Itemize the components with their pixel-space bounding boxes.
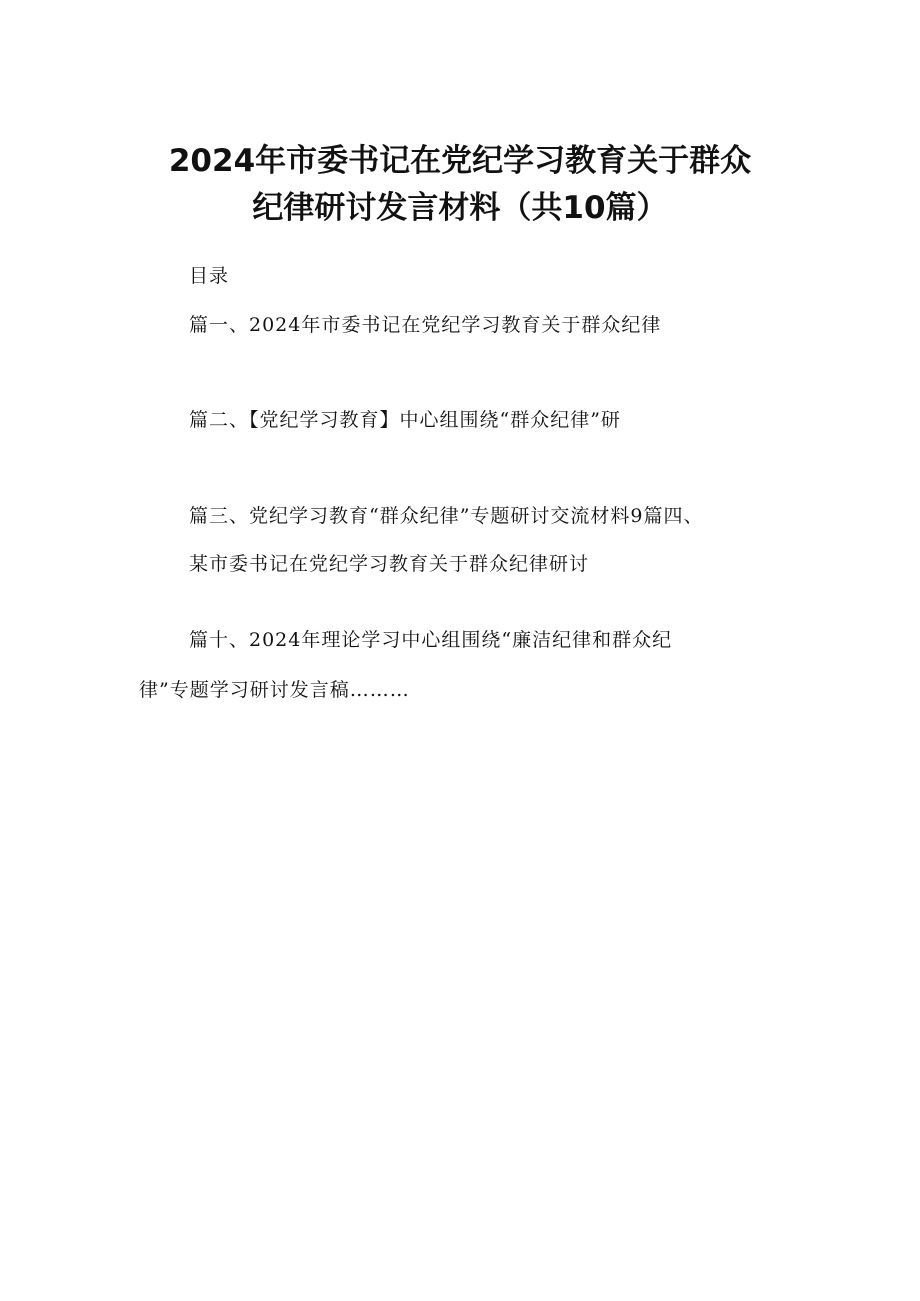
toc-entry-10-continued: 律”专题学习研讨发言稿……… [139,679,410,701]
toc-entry-2: 篇二、【党纪学习教育】中心组围绕“群众纪律”研 [189,409,621,431]
toc-entry-1: 篇一、2024年市委书记在党纪学习教育关于群众纪律 [189,314,662,336]
toc-entry-3: 篇三、党纪学习教育“群众纪律”专题研讨交流材料9篇四、 [189,505,704,527]
document-title-line-2: 纪律研讨发言材料（共10篇） [252,190,668,226]
toc-entry-10: 篇十、2024年理论学习中心组围绕“廉洁纪律和群众纪 [189,629,673,651]
document-title-line-1: 2024年市委书记在党纪学习教育关于群众 [168,143,752,179]
toc-heading: 目录 [189,265,230,287]
toc-entry-4: 某市委书记在党纪学习教育关于群众纪律研讨 [189,553,590,575]
